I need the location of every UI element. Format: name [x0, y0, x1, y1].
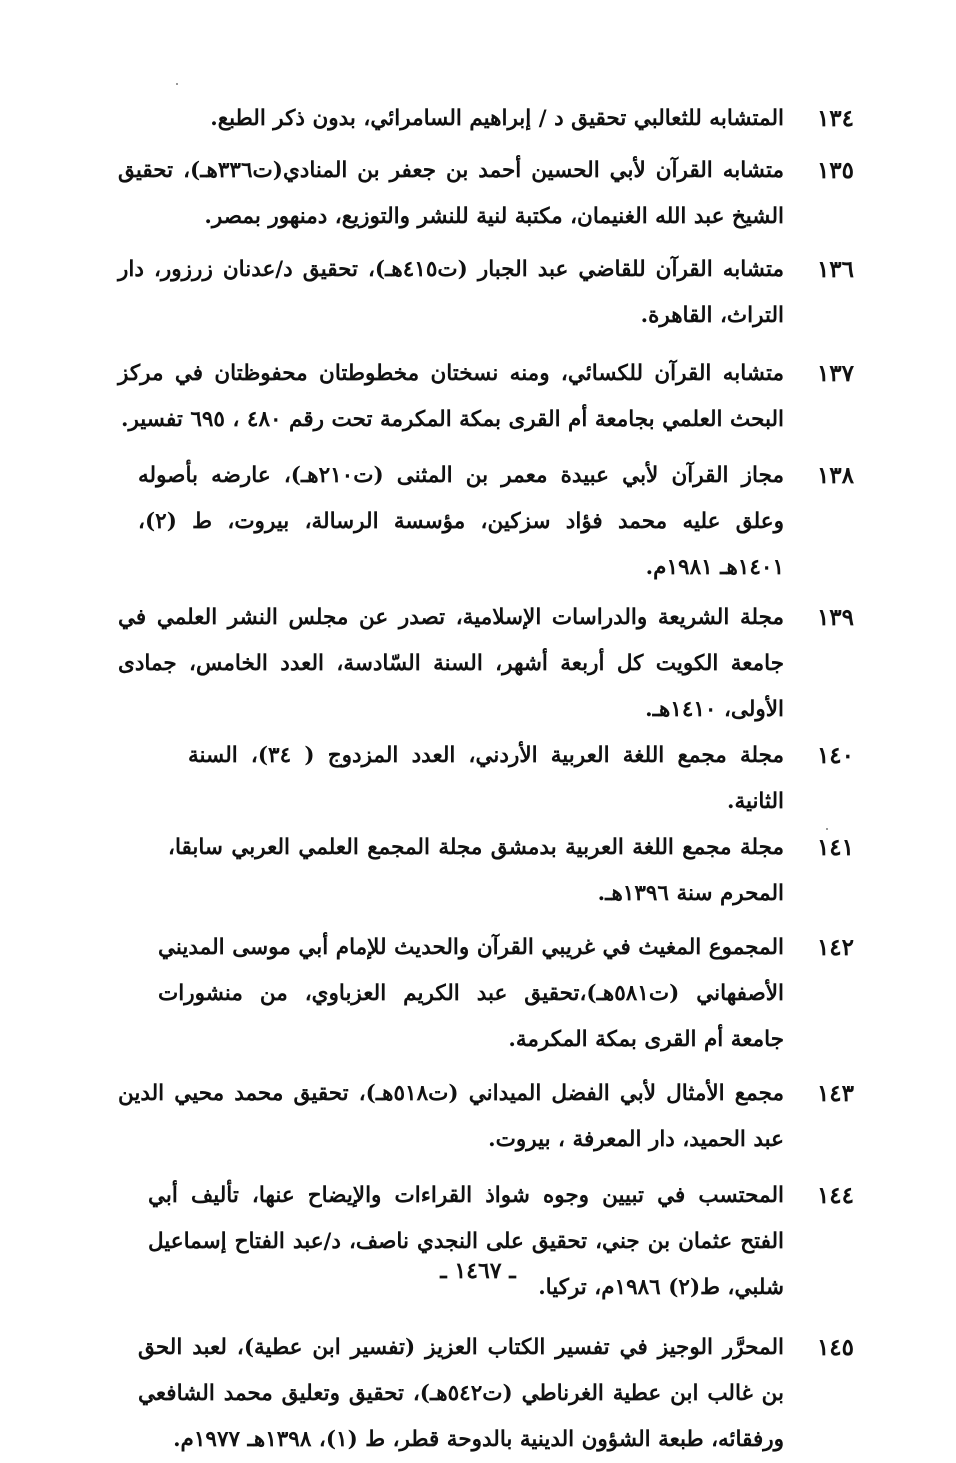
entry-text: مجلة مجمع اللغة العربية الأردني، العدد المزدوج ( ٣٤)، السنة الثانية. — [188, 743, 784, 814]
entry-text: المحرَّر الوجيز في تفسير الكتاب العزيز (تفسير ابن عطية)، لعبد الحق بن غالب ابن عطية الغرناطي (ت٥٤٢هـ)، تحقيق وتعليق محمد الشافعي ورفقائه، طبعة الشؤون الدينية بالدوحة قطر، ط (١)، ١٣٩٨هـ ١٩٧٧م. — [138, 1335, 785, 1452]
entry-text: المتشابه للثعالبي تحقيق د / إبراهيم السامرائي، بدون ذكر الطبع. — [210, 106, 784, 131]
bibliography-entry — [118, 1173, 854, 1311]
entry-number: ١٤٠ — [816, 742, 854, 769]
bibliography-entry — [118, 453, 854, 591]
bibliography-entry — [118, 825, 854, 917]
page-number: ـ ١٤٦٧ ـ — [440, 1258, 516, 1284]
entry-number: ١٤٢ — [816, 934, 854, 961]
entry-number: ١٣٦ — [816, 256, 854, 283]
entry-number: ١٤١ — [816, 834, 854, 861]
bibliography-entry — [118, 351, 854, 443]
entry-number: ١٣٨ — [816, 462, 854, 489]
bibliography-entry — [118, 148, 854, 240]
scan-speck — [176, 83, 178, 85]
entry-text: المحتسب في تبيين وجوه شواذ القراءات والإيضاح عنها، تأليف أبي الفتح عثمان بن جني، تحقيق على النجدي ناصف، د/عبد الفتاح إسماعيل شلبي، ط(٢) ١٩٨٦م، تركيا. — [148, 1183, 784, 1300]
scan-speck — [826, 828, 828, 830]
bibliography-entry — [118, 96, 854, 142]
bibliography-entry — [118, 595, 854, 733]
bibliography-entry — [118, 925, 854, 1063]
entry-number: ١٤٤ — [816, 1182, 854, 1209]
entry-text: المجموع المغيث في غريبي القرآن والحديث للإمام أبي موسى المديني الأصفهاني (ت٥٨١هـ)،تحقيق عبد الكريم العزباوي، من منشورات جامعة أم القرى بمكة المكرمة. — [158, 935, 784, 1052]
entry-text: مجمع الأمثال لأبي الفضل الميداني (ت٥١٨هـ)، تحقيق محمد محيي الدين عبد الحميد، دار المعرفة ، بيروت. — [118, 1081, 784, 1152]
bibliography-entry — [118, 733, 854, 825]
bibliography-entry — [118, 1071, 854, 1163]
entry-number: ١٤٣ — [816, 1080, 854, 1107]
entry-text: متشابه القرآن للكسائي، ومنه نسختان مخطوطتان محفوظتان في مركز البحث العلمي بجامعة أم القرى بمكة المكرمة تحت رقم ٤٨٠ ، ٦٩٥ تفسير. — [118, 361, 784, 432]
entry-text: متشابه القرآن للقاضي عبد الجبار (ت٤١٥هـ)، تحقيق د/عدنان زرزور، دار التراث، القاهرة. — [118, 257, 784, 328]
entry-number: ١٣٧ — [816, 360, 854, 387]
entry-text: متشابه القرآن لأبي الحسين أحمد بن جعفر بن المنادي(ت٣٣٦هـ)، تحقيق الشيخ عبد الله الغنيمان، مكتبة لنية للنشر والتوزيع، دمنهور بمصر. — [118, 158, 784, 229]
entry-number: ١٣٥ — [816, 157, 854, 184]
entry-text: مجاز القرآن لأبي عبيدة معمر بن المثنى (ت٢١٠هـ)، عارضه بأصوله وعلق عليه محمد فؤاد سزكين، مؤسسة الرسالة، بيروت، ط (٢)، ١٤٠١هـ ١٩٨١م. — [138, 463, 784, 580]
entry-number: ١٣٤ — [816, 105, 854, 132]
entry-text: مجلة مجمع اللغة العربية بدمشق مجلة المجمع العلمي العربي سابقا، المحرم سنة ١٣٩٦هـ. — [168, 835, 784, 906]
entry-number: ١٣٩ — [816, 604, 854, 631]
entry-number: ١٤٥ — [816, 1334, 854, 1361]
bibliography-entry — [118, 1325, 854, 1463]
entry-text: مجلة الشريعة والدراسات الإسلامية، تصدر عن مجلس النشر العلمي في جامعة الكويت كل أربعة أشهر، السنة السّادسة، العدد الخامس، جمادى الأولى، ١٤١٠هـ. — [118, 605, 784, 722]
bibliography-entry — [118, 247, 854, 339]
